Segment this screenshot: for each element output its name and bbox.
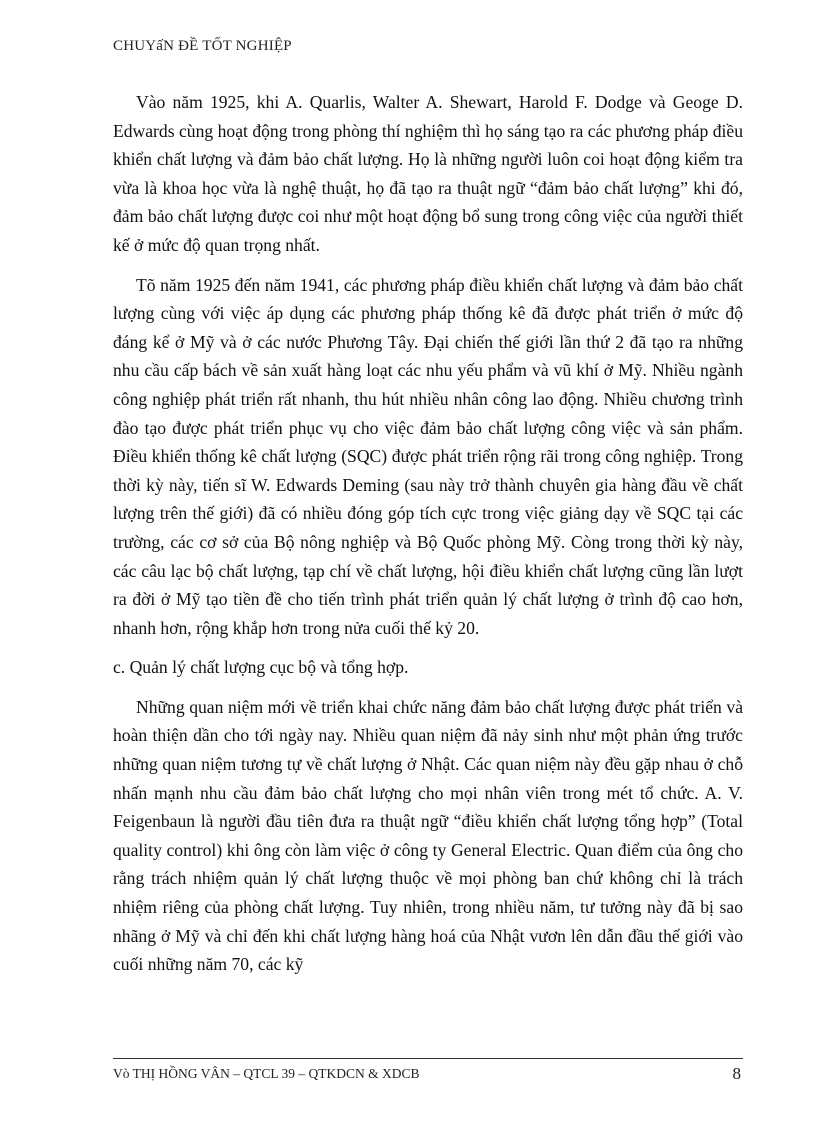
section-heading: c. Quản lý chất lượng cục bộ và tổng hợp. [113,657,409,678]
paragraph-3: Những quan niệm mới về triển khai chức năng đảm bảo chất lượng được phát triển và hoàn thiện dần cho tới ngày nay. Nhiều quan niệm đã nảy sinh như một phản ứng trước những quan niệm tương tự về chất lượng ở Nhật. Các quan niệm này đều gặp nhau ở chỗ nhấn mạnh nhu cầu đảm bảo chất lượng cho mọi nhân viên trong mét tổ chức. A. V. Feigenbaun là người đầu tiên đưa ra thuật ngữ “điều khiển chất lượng tổng hợp” (Total quality control) khi ông còn làm việc ở công ty General Electric. Quan điểm của ông cho rằng trách nhiệm quản lý chất lượng thuộc về mọi phòng ban chứ không chỉ là trách nhiệm riêng của phòng chất lượng. Tuy nhiên, trong nhiều năm, tư tưởng này đã bị sao nhãng ở Mỹ và chỉ đến khi chất lượng hàng hoá của Nhật vươn lên dẫn đầu thế giới vào cuối những năm 70, các kỹ [113,696,743,975]
page-number: 8 [732,1064,741,1083]
footer-divider [113,1058,743,1059]
running-footer [113,1066,743,1082]
footer-author: Vò THỊ HỒNG VÂN – QTCL 39 – QTKDCN & XDCB [113,1066,420,1081]
paragraph-2: Tõ năm 1925 đến năm 1941, các phương pháp điều khiển chất lượng và đảm bảo chất lượng cùng với việc áp dụng các phương pháp thống kê đã được phát triển ở mức độ đáng kể ở Mỹ và ở các nước Phương Tây. Đại chiến thế giới lần thứ 2 đã tạo ra những nhu cầu cấp bách về sản xuất hàng loạt các nhu yếu phẩm và vũ khí ở Mỹ. Nhiều ngành công nghiệp phát triển rất nhanh, thu hút nhiều nhân công lao động. Nhiều chương trình đào tạo được phát triển phục vụ cho việc đảm bảo chất lượng công việc và sản phẩm. Điều khiển thống kê chất lượng (SQC) được phát triển rộng rãi trong công nghiệp. Trong thời kỳ này, tiến sĩ W. Edwards Deming (sau này trở thành chuyên gia hàng đầu về chất lượng trên thế giới) đã có nhiều đóng góp tích cực trong việc giảng dạy về SQC tại các trường, các cơ sở của Bộ nông nghiệp và Bộ Quốc phòng Mỹ. Còng trong thời kỳ này, các câu lạc bộ chất lượng, tạp chí về chất lượng, hội điều khiển chất lượng cũng lần lượt ra đời ở Mỹ tạo tiền đề cho tiến trình phát triển quản lý chất lượng ở trình độ cao hơn, nhanh hơn, rộng khắp hơn trong nửa cuối thế kỷ 20. [113,274,743,638]
paragraph-1: Vào năm 1925, khi A. Quarlis, Walter A. Shewart, Harold F. Dodge và Geoge D. Edwards cùng hoạt động trong phòng thí nghiệm thì họ sáng tạo ra các phương pháp điều khiển chất lượng và đảm bảo chất lượng. Họ là những người luôn coi hoạt động kiểm tra vừa là khoa học vừa là nghệ thuật, họ đã tạo ra thuật ngữ “đảm bảo chất lượng” khi đó, đảm bảo chất lượng được coi như một hoạt động bổ sung trong công việc của người thiết kế ở mức độ quan trọng nhất. [113,92,743,255]
running-header [113,38,743,55]
header-title: CHUYấN ĐỀ TỐT NGHIỆP [113,38,292,54]
document-body [113,88,743,990]
